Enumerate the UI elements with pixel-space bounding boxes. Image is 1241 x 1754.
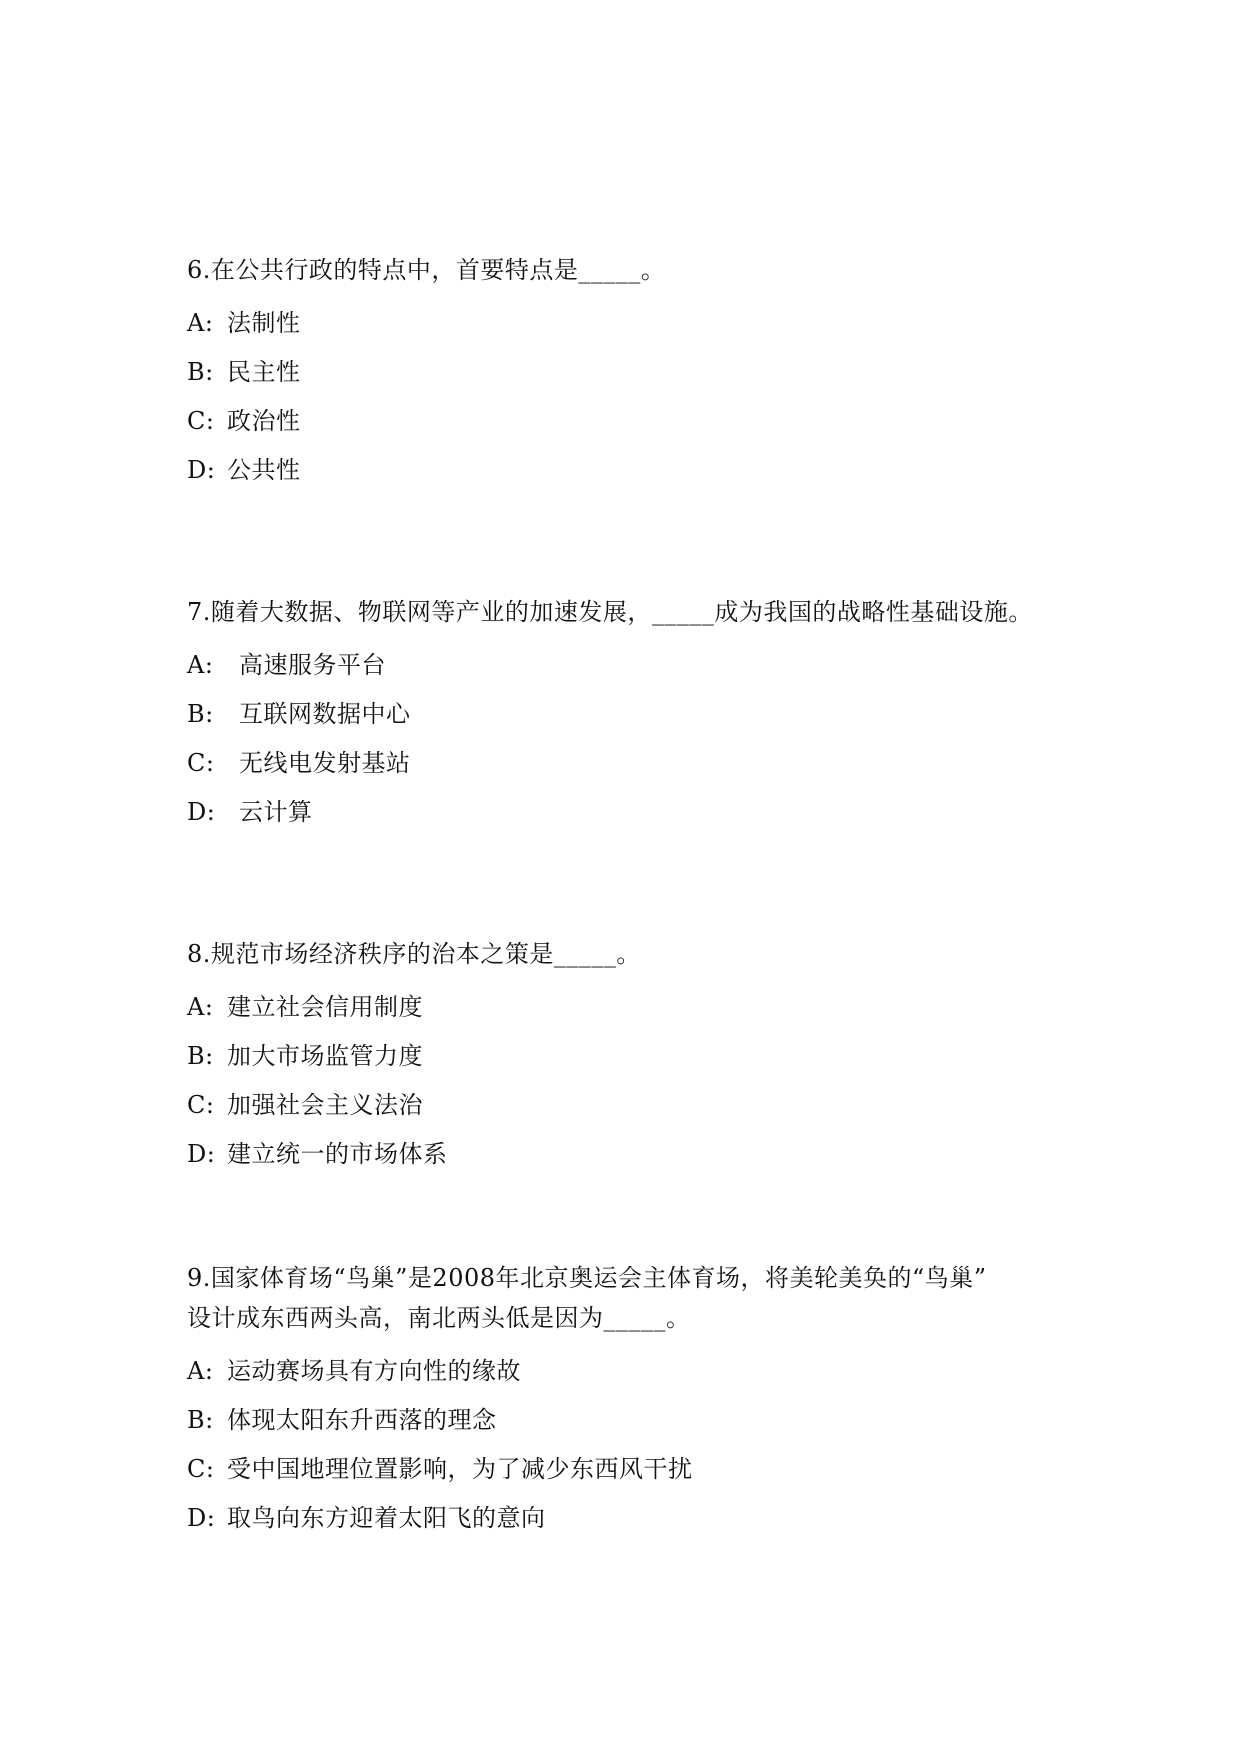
- option-text: 云计算: [239, 797, 313, 826]
- option-c: [187, 396, 1087, 445]
- option-letter: A:: [187, 992, 214, 1021]
- option-b: [187, 689, 1087, 738]
- option-a: [187, 982, 1087, 1031]
- option-b: [187, 1395, 1087, 1444]
- option-a: [187, 640, 1087, 689]
- question-stem-line: 设计成东西两头高，南北两头低是因为_____。: [187, 1304, 691, 1332]
- option-b: [187, 347, 1087, 396]
- option-text: 加强社会主义法治: [227, 1090, 423, 1119]
- option-text: 体现太阳东升西落的理念: [227, 1405, 497, 1434]
- question-stem: 6.在公共行政的特点中，首要特点是_____。: [187, 256, 666, 284]
- option-d: [187, 787, 1087, 836]
- option-letter: B:: [187, 1405, 214, 1434]
- question-stem: 7.随着大数据、物联网等产业的加速发展，_____成为我国的战略性基础设施。: [187, 598, 1033, 626]
- option-letter: B:: [187, 1041, 214, 1070]
- option-text: 法制性: [227, 308, 301, 337]
- option-text: 取鸟向东方迎着太阳飞的意向: [227, 1503, 546, 1532]
- option-letter: B:: [187, 699, 214, 728]
- option-text: 加大市场监管力度: [227, 1041, 423, 1070]
- option-text: 建立社会信用制度: [227, 992, 423, 1021]
- question-stem: 8.规范市场经济秩序的治本之策是_____。: [187, 940, 641, 968]
- option-letter: D:: [187, 797, 216, 826]
- option-d: [187, 1129, 1087, 1178]
- option-d: [187, 445, 1087, 494]
- question-8: [187, 934, 1087, 1178]
- option-letter: C:: [187, 406, 215, 435]
- option-letter: B:: [187, 357, 214, 386]
- option-text: 建立统一的市场体系: [227, 1139, 448, 1168]
- question-stem-line: 9.国家体育场“鸟巢”是2008年北京奥运会主体育场，将美轮美奂的“鸟巢”: [187, 1264, 987, 1292]
- option-text: 互联网数据中心: [239, 699, 411, 728]
- question-7: [187, 592, 1087, 836]
- option-letter: A:: [187, 650, 214, 679]
- option-text: 公共性: [227, 455, 301, 484]
- option-letter: A:: [187, 1356, 214, 1385]
- option-letter: C:: [187, 748, 215, 777]
- option-text: 运动赛场具有方向性的缘故: [227, 1356, 521, 1385]
- option-letter: D:: [187, 1139, 216, 1168]
- option-letter: A:: [187, 308, 214, 337]
- question-9: [187, 1258, 1087, 1542]
- option-letter: C:: [187, 1454, 215, 1483]
- option-a: [187, 298, 1087, 347]
- question-6: [187, 250, 1087, 494]
- option-text: 民主性: [227, 357, 301, 386]
- option-c: [187, 1444, 1087, 1493]
- question-stem: [187, 1258, 1087, 1338]
- option-letter: D:: [187, 1503, 216, 1532]
- option-b: [187, 1031, 1087, 1080]
- option-c: [187, 1080, 1087, 1129]
- option-text: 无线电发射基站: [239, 748, 411, 777]
- option-letter: C:: [187, 1090, 215, 1119]
- option-a: [187, 1346, 1087, 1395]
- option-text: 高速服务平台: [239, 650, 386, 679]
- option-c: [187, 738, 1087, 787]
- option-d: [187, 1493, 1087, 1542]
- option-text: 受中国地理位置影响，为了减少东西风干扰: [227, 1454, 693, 1483]
- option-letter: D:: [187, 455, 216, 484]
- option-text: 政治性: [227, 406, 301, 435]
